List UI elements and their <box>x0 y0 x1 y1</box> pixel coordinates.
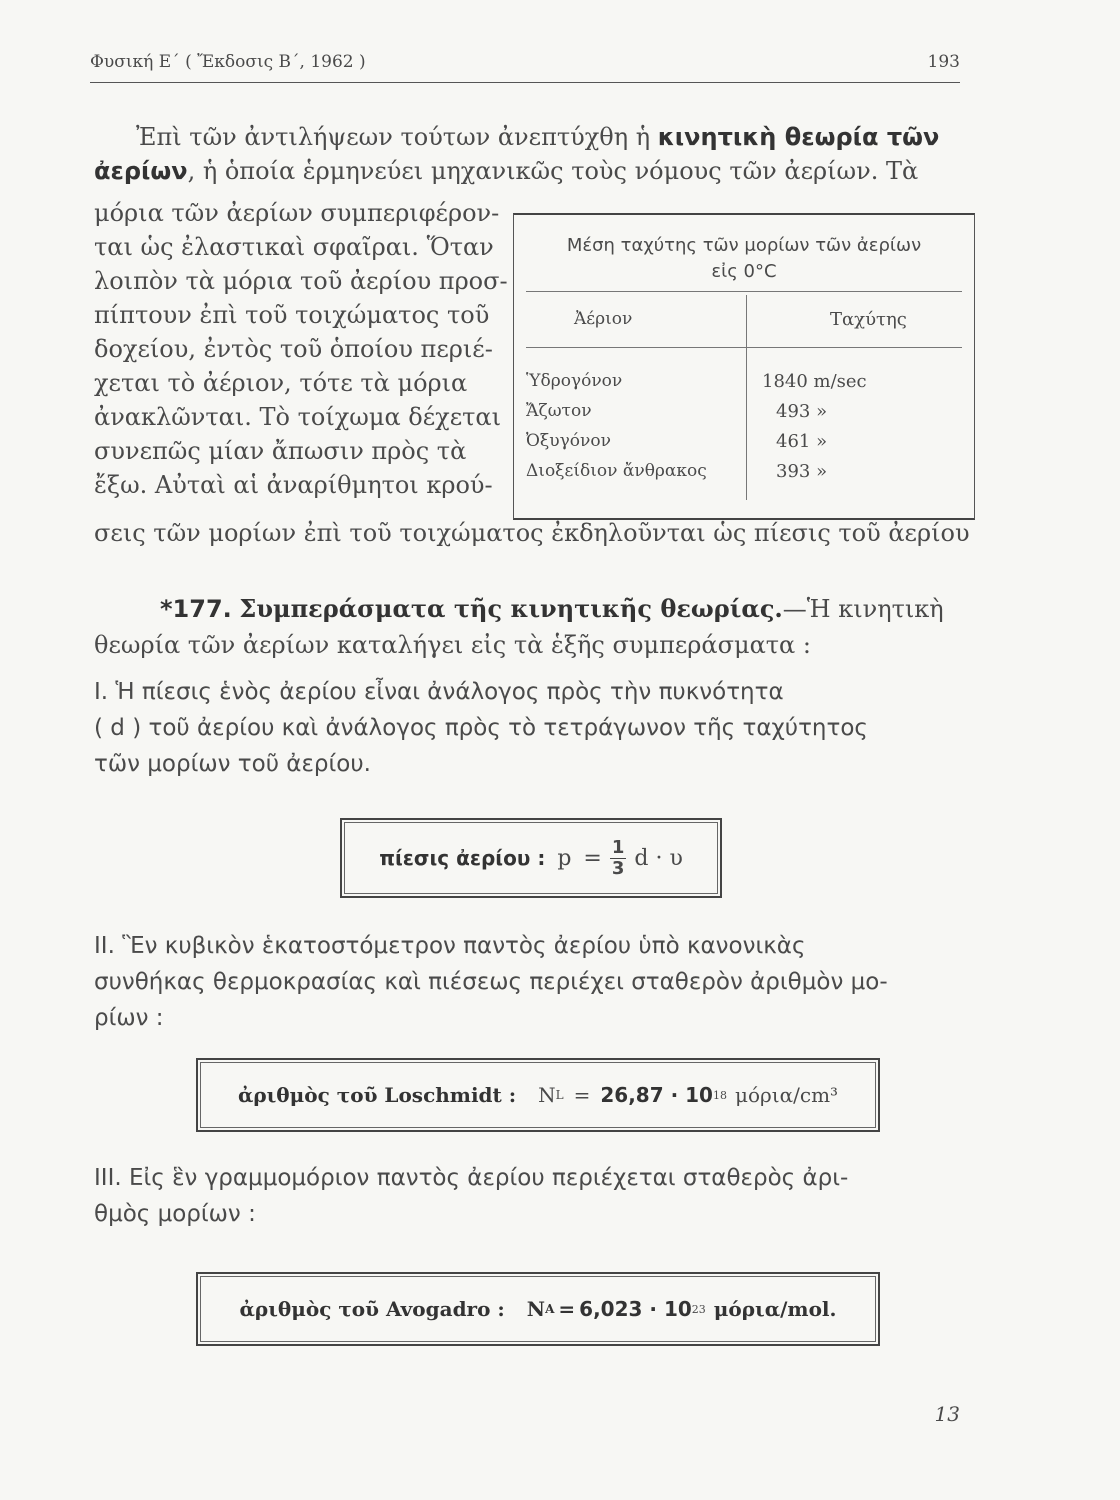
intro-line-1: Ἐπὶ τῶν ἀντιλήψεων τούτων ἀνεπτύχθη ἡ κινητικὴ θεωρία τῶν <box>136 123 940 151</box>
gas-name: Διοξείδιον ἄνθρακος <box>526 461 707 481</box>
intro-last-line: σεις τῶν μορίων ἐπὶ τοῦ τοιχώματος ἐκδηλοῦνται ὡς πίεσις τοῦ ἀερίου <box>94 519 970 547</box>
formula-label: ἀριθμὸς τοῦ Avogadro : <box>239 1297 505 1321</box>
wrap-line: χεται τὸ ἀέριον, τότε τὰ μόρια <box>94 369 468 397</box>
conclusion-one: I. Ἡ πίεσις ἑνὸς ἀερίου εἶναι ἀνάλογος πρὸς τὴν πυκνότητα ( d ) τοῦ ἀερίου καὶ ἀνάλογος πρὸς τὸ τετράγωνον τῆς ταχύτητος τῶν μορίων τοῦ ἀερίου. <box>94 679 868 777</box>
gas-speed: 493 » <box>776 401 828 422</box>
header-page-number: 193 <box>927 52 960 72</box>
formula-label: ἀριθμὸς τοῦ Loschmidt : <box>237 1083 517 1107</box>
wrap-line: πίπτουν ἐπὶ τοῦ τοιχώματος τοῦ <box>94 301 490 329</box>
footer-page-number: 13 <box>934 1402 960 1426</box>
section-heading: *177. Συμπεράσματα τῆς κινητικῆς θεωρίας.—Ἡ κινητικὴ <box>160 594 944 623</box>
wrap-line: ται ὡς ἐλαστικαὶ σφαῖραι. Ὅταν <box>94 233 494 261</box>
column-header-gas: Ἀέριον <box>574 309 633 329</box>
gas-speed: 1840 m/sec <box>762 371 867 392</box>
wrap-line: λοιπὸν τὰ μόρια τοῦ ἀερίου προσ- <box>94 267 508 295</box>
column-header-speed: Ταχύτης <box>830 309 907 330</box>
intro-paragraph <box>136 120 972 154</box>
avogadro-formula-box: ἀριθμὸς τοῦ Avogadro : N A = 6,023 · 10 23 μόρια/mol. <box>196 1272 880 1346</box>
section-title: Συμπεράσματα τῆς κινητικῆς θεωρίας. <box>239 594 783 623</box>
section-intro: θεωρία τῶν ἀερίων καταλήγει εἰς τὰ ἑξῆς συμπεράσματα : <box>94 631 811 659</box>
header-title: Φυσική Ε΄ ( Ἔκδοσις Β΄, 1962 ) <box>90 52 366 72</box>
loschmidt-formula-box: ἀριθμὸς τοῦ Loschmidt : N L = 26,87 · 10 18 μόρια/cm³ <box>196 1058 880 1132</box>
table-rule <box>526 291 962 292</box>
conclusion-two: II. Ἓν κυβικὸν ἑκατοστόμετρον παντὸς ἀερίου ὑπὸ κανονικὰς συνθήκας θερμοκρασίας καὶ πιέσεως περιέχει σταθερὸν ἀριθμὸν μο- ρίων : <box>94 933 888 1031</box>
wrapped-text <box>94 196 510 502</box>
wrap-line: ἀνακλῶνται. Τὸ τοίχωμα δέχεται <box>94 403 502 431</box>
fraction-one-third: $\frac{1}{3}$ <box>611 836 625 879</box>
pressure-formula-box: πίεσις ἀερίου : p = $\frac{1}{3}$ d · υ <box>340 818 722 898</box>
gas-speed: 393 » <box>776 461 828 482</box>
section-number: *177. <box>160 595 232 623</box>
molecular-speed-table <box>513 213 975 520</box>
gas-name: Ὑδρογόνον <box>526 371 623 391</box>
table-rule <box>526 347 962 348</box>
conclusion-three: III. Εἰς ἓν γραμμομόριον παντὸς ἀερίου περιέχεται σταθερὸς ἀρι- θμὸς μορίων : <box>94 1165 849 1227</box>
gas-speed: 461 » <box>776 431 828 452</box>
gas-name: Ὀξυγόνον <box>526 431 611 451</box>
table-row <box>514 431 974 461</box>
intro-paragraph-line2: ἀερίων, ἡ ὁποία ἑρμηνεύει μηχανικῶς τοὺς νόμους τῶν ἀερίων. Τὰ <box>94 157 919 185</box>
formula-label: πίεσις ἀερίου : <box>379 846 546 870</box>
table-row <box>514 371 974 401</box>
wrap-line: ἔξω. Αὐταὶ αἱ ἀναρίθμητοι κρού- <box>94 471 493 499</box>
table-row <box>514 461 974 491</box>
running-header <box>90 52 960 83</box>
gas-name: Ἄζωτον <box>526 401 592 421</box>
table-row <box>514 401 974 431</box>
table-caption: Μέση ταχύτης τῶν μορίων τῶν ἀερίων εἰς 0°C <box>566 235 922 282</box>
kinetic-theory-term: κινητικὴ θεωρία τῶν <box>657 123 940 151</box>
wrap-line: δοχείου, ἐντὸς τοῦ ὁποίου περιέ- <box>94 335 493 363</box>
wrap-line: συνεπῶς μίαν ἄπωσιν πρὸς τὰ <box>94 437 467 465</box>
wrap-line: μόρια τῶν ἀερίων συμπεριφέρον- <box>94 199 500 227</box>
